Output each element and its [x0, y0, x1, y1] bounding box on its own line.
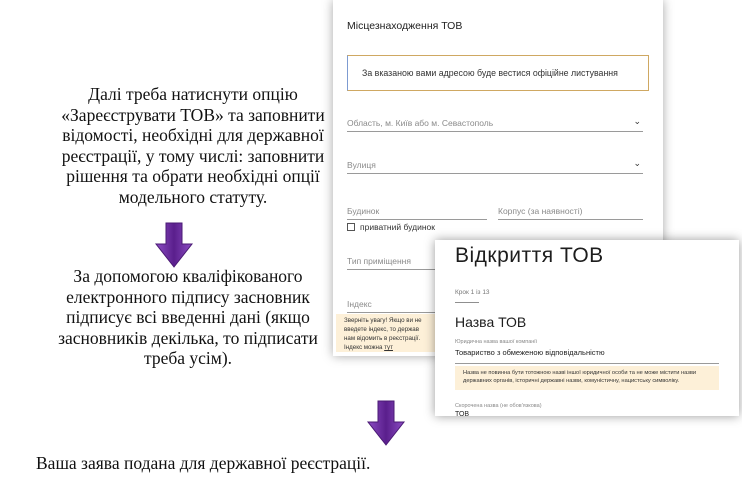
private-house-label: приватний будинок — [360, 222, 435, 232]
full-name-label: Юридична назва вашої компанії — [455, 339, 538, 345]
section-heading: Назва ТОВ — [455, 314, 527, 330]
instruction-step-2: За допомогою кваліфікованого електронного підпису засновник підписує всі введенні дані (якщо засновників декілька, то підписати треба усім). — [58, 266, 318, 368]
step-progress-line — [455, 302, 479, 303]
full-name-input[interactable]: Товариство з обмеженою відповідальністю — [455, 348, 719, 364]
index-warning-line: введете індекс, то держав — [344, 326, 420, 333]
name-warning-line: державних органів, історичні державні назви, комуністичну, нацистську символіку. — [463, 378, 680, 384]
building-placeholder: Корпус (за наявності) — [498, 206, 583, 216]
chevron-down-icon: ⌄ — [633, 116, 641, 126]
address-notice-text: За вказаною вами адресою буде вестися офіційне листування — [362, 68, 618, 78]
region-placeholder: Область, м. Київ або м. Севастополь — [347, 118, 494, 128]
instruction-step-1: Далі треба натиснути опцію «Зареєструвати ТОВ» та заповнити відомості, необхідні для державної реєстрації, у тому числі: заповнити рішення та обрати необхідні опції модельного статуту. — [61, 84, 325, 207]
opening-form-title: Відкриття ТОВ — [455, 244, 604, 267]
location-form-title: Місцезнаходження ТОВ — [347, 20, 463, 32]
short-name-input[interactable]: ТОВ — [455, 411, 470, 416]
index-warning-line: Індекс можна тут — [344, 344, 393, 351]
building-input[interactable] — [498, 206, 643, 220]
opening-form-card — [435, 240, 739, 416]
short-name-label: Скорочена назва (не обов'язкова) — [455, 403, 542, 409]
index-lookup-link[interactable]: тут — [384, 344, 393, 351]
private-house-checkbox[interactable] — [347, 222, 435, 232]
street-placeholder: Вулиця — [347, 160, 376, 170]
chevron-down-icon: ⌄ — [633, 158, 641, 168]
final-message: Ваша заява подана для державної реєстрації. — [36, 453, 371, 473]
name-warning — [455, 366, 719, 390]
street-select[interactable] — [347, 160, 643, 174]
down-arrow-icon — [366, 400, 406, 446]
region-select[interactable] — [347, 118, 643, 132]
step-indicator: Крок 1 із 13 — [455, 289, 490, 296]
house-placeholder: Будинок — [347, 206, 380, 216]
house-input[interactable] — [347, 206, 487, 220]
down-arrow-icon — [154, 222, 194, 268]
address-notice — [347, 55, 649, 91]
checkbox-icon[interactable] — [347, 223, 355, 231]
index-warning-line: нам відомить в реєстрації. — [344, 335, 421, 342]
name-warning-line: Назва не повинна бути тотожною назві іншої юридичної особи та не може містити назви — [463, 370, 697, 376]
index-placeholder: Індекс — [347, 299, 372, 309]
premise-type-placeholder: Тип приміщення — [347, 256, 411, 266]
index-warning-line: Зверніть увагу! Якщо ви не — [344, 317, 422, 324]
